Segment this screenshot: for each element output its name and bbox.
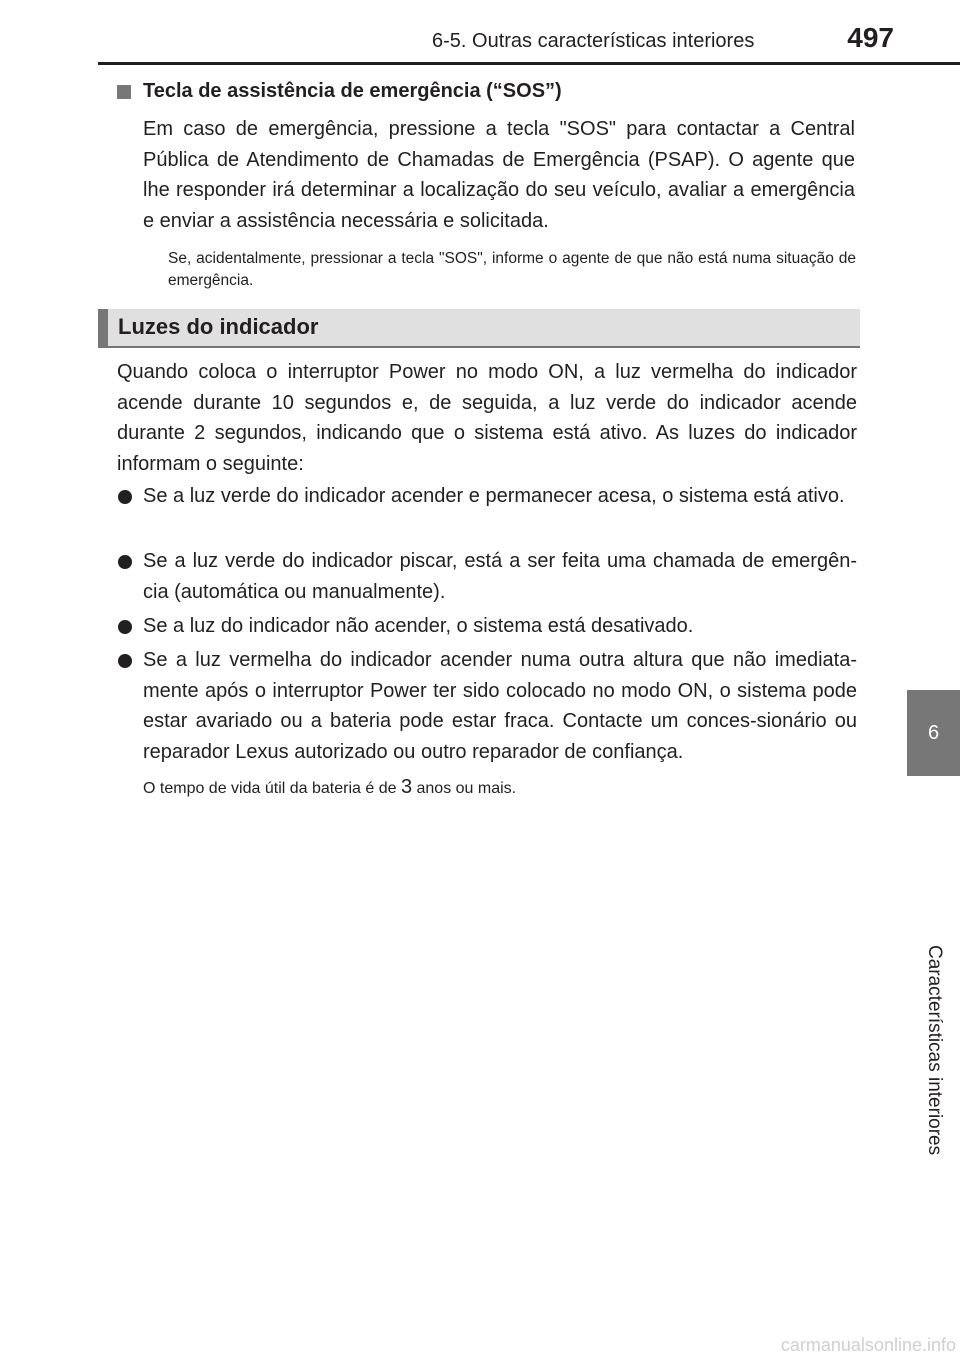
chapter-tab[interactable] [907, 690, 960, 776]
list-item [117, 611, 857, 642]
battery-note-number: 3 [400, 776, 413, 798]
chapter-number: 6 [927, 721, 940, 744]
list-item [117, 546, 857, 607]
bullet-dot-icon [118, 654, 132, 668]
section-accent [98, 309, 108, 348]
square-bullet-icon [117, 85, 131, 99]
sos-heading-text: Tecla de assistência de emergência (“SOS”) [143, 80, 562, 102]
section-title: Luzes do indicador [118, 314, 319, 339]
sos-heading [117, 80, 562, 103]
indicator-intro: Quando coloca o interruptor Power no modo ON, a luz vermelha do indicador acende durante 10 segundos e, de seguida, a luz verde do indicador acende durante 2 segundos, indicando que o sistema está ativo. As luzes do indicador informam o seguinte: [117, 361, 857, 475]
list-item-text: Se a luz do indicador não acender, o sistema está desativado. [143, 615, 694, 637]
battery-note [143, 776, 855, 800]
bullet-dot-icon [118, 555, 132, 569]
running-header-title: 6-5. Outras características interiores [432, 30, 755, 52]
chapter-label-text: Características interiores [924, 945, 945, 1156]
battery-note-suffix: anos ou mais. [412, 780, 517, 797]
section-header-bar [98, 309, 860, 348]
list-item-text: Se a luz verde do indicador piscar, está a ser feita uma chamada de emergên-cia (automática ou manualmente). [143, 550, 857, 603]
header-divider [98, 62, 960, 65]
list-item [117, 645, 857, 767]
list-item-text: Se a luz verde do indicador acender e permanecer acesa, o sistema está ativo. [143, 485, 845, 507]
battery-note-prefix: O tempo de vida útil da bateria é de [143, 780, 401, 797]
bullet-dot-icon [118, 620, 132, 634]
bullet-dot-icon [118, 490, 132, 504]
chapter-label [923, 945, 945, 1156]
page-number: 497 [847, 22, 894, 53]
list-item [117, 481, 857, 512]
list-item-text: Se a luz vermelha do indicador acender numa outra altura que não imediata-mente após o interruptor Power ter sido colocado no modo ON, o sistema pode estar avariado ou a bateria pode estar fraca. Contacte um conces-sionário ou reparador Lexus autorizado ou outro reparador de confiança. [143, 649, 857, 763]
sos-note: Se, acidentalmente, pressionar a tecla "SOS", informe o agente de que não está numa situação de emergência. [168, 250, 856, 289]
watermark: carmanualsonline.info [780, 1335, 956, 1355]
sos-paragraph: Em caso de emergência, pressione a tecla "SOS" para contactar a Central Pública de Atendimento de Chamadas de Emergência (PSAP). O agente que lhe responder irá determinar a localização do seu veículo, avaliar a emergência e enviar a assistência necessária e solicitada. [143, 118, 855, 232]
